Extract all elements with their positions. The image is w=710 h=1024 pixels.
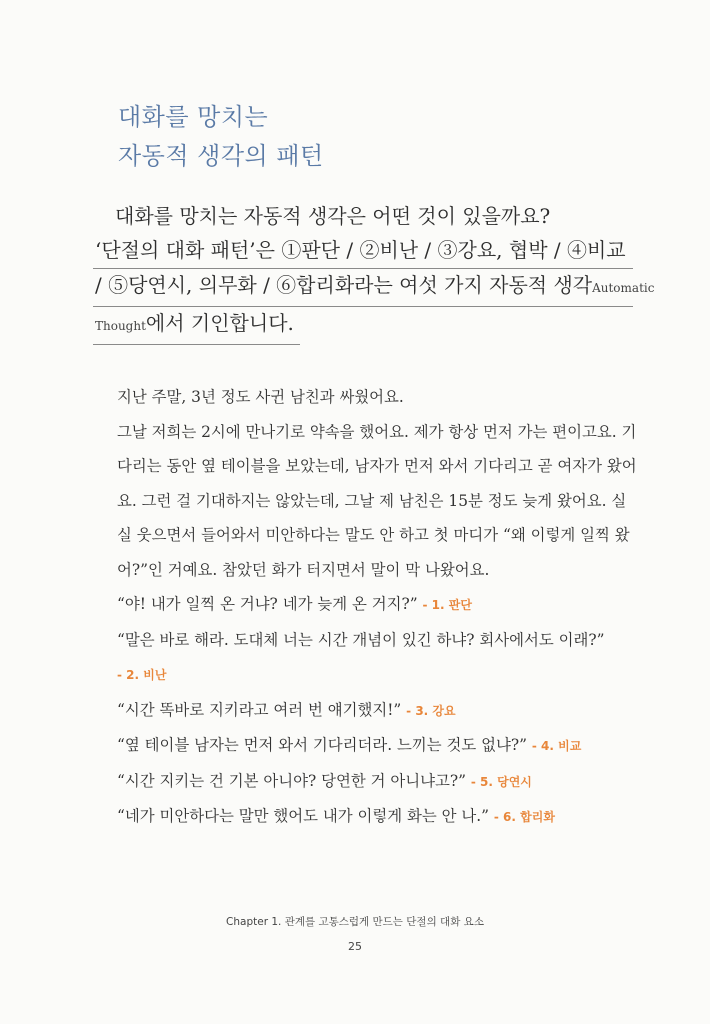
quote-1 — [117, 587, 637, 623]
quote-1-text: “야! 내가 일찍 온 거냐? 네가 늦게 온 거지?” — [117, 595, 418, 613]
quote-4 — [117, 728, 637, 764]
quote-2 — [117, 623, 637, 693]
intro-line-3 — [93, 269, 655, 307]
quote-5-text: “시간 지키는 건 기본 아니야? 당연한 거 아니냐고?” — [117, 771, 466, 790]
quote-3 — [117, 693, 637, 729]
story-paragraph-1: 지난 주말, 3년 정도 사귄 남친과 싸웠어요. — [117, 388, 404, 406]
page-number: 25 — [348, 940, 362, 953]
section-title-line2: 자동적 생각의 패턴 — [118, 142, 324, 170]
intro-line-4-text: 에서 기인합니다. — [145, 311, 294, 335]
quote-2-text: “말은 바로 해라. 도대체 너는 시간 개념이 있긴 하냐? 회사에서도 이래?” — [117, 630, 605, 649]
quote-3-text: “시간 똑바로 지키라고 여러 번 얘기했지!” — [117, 700, 402, 719]
intro-line-4-english: Thought — [95, 319, 146, 333]
pattern-tag-2: - 2. 비난 — [117, 668, 167, 682]
story-body — [117, 380, 637, 835]
section-title-line1: 대화를 망치는 — [118, 103, 269, 131]
pattern-tag-6: - 6. 합리화 — [493, 810, 555, 824]
quote-5 — [117, 764, 637, 800]
quote-6 — [117, 799, 637, 835]
section-title — [118, 98, 324, 176]
intro-line-4 — [93, 307, 300, 345]
story-paragraph-2: 그날 저희는 2시에 만나기로 약속을 했어요. 제가 항상 먼저 가는 편이고요. 기다리는 동안 옆 테이블을 보았는데, 남자가 먼저 와서 기다리고 곧 여자가 왔어요. 그런 걸 기대하지는 않았는데, 그날 제 남친은 15분 정도 늦게 왔어요. 실실 웃으면서 들어와서 미안하다는 말도 안 하고 첫 마디가 “왜 이렇게 일찍 왔어?”인 거예요. 참았던 화가 터지면서 말이 막 나왔어요. — [117, 422, 637, 579]
pattern-tag-1: - 1. 판단 — [422, 598, 472, 612]
intro-paragraph — [93, 200, 655, 345]
pattern-tag-5: - 5. 당연시 — [470, 774, 532, 789]
intro-line-1: 대화를 망치는 자동적 생각은 어떤 것이 있을까요? — [115, 204, 551, 228]
quote-4-text: “옆 테이블 남자는 먼저 와서 기다리더라. 느끼는 것도 없냐?” — [117, 736, 527, 754]
quote-6-text: “네가 미안하다는 말만 했어도 내가 이렇게 화는 안 나.” — [117, 807, 489, 825]
chapter-footer: Chapter 1. 관계를 고통스럽게 만드는 단절의 대화 요소 — [226, 916, 484, 928]
intro-line-2: ‘단절의 대화 패턴’은 ①판단 / ②비난 / ③강요, 협박 / ④비교 — [93, 234, 633, 269]
pattern-tag-4: - 4. 비교 — [531, 739, 582, 753]
intro-line-3-text: / ⑤당연시, 의무화 / ⑥합리화라는 여섯 가지 자동적 생각 — [95, 273, 593, 297]
pattern-tag-3: - 3. 강요 — [406, 703, 456, 718]
intro-line-3-english: Automatic — [592, 281, 655, 295]
